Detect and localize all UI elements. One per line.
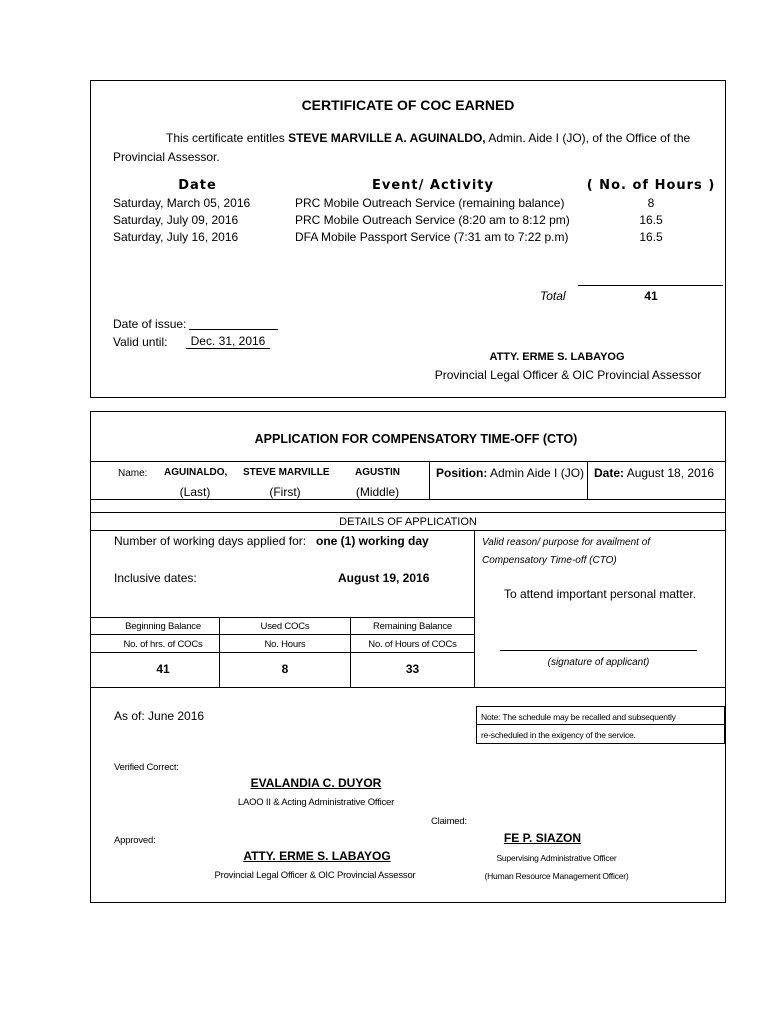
first-name-caption: (First) xyxy=(269,485,301,499)
claimant-title-2: (Human Resource Management Officer) xyxy=(484,871,629,881)
certificate-intro xyxy=(166,131,690,145)
last-name-caption: (Last) xyxy=(179,485,211,499)
position-label: Position: xyxy=(436,466,488,480)
working-days-value: one (1) working day xyxy=(316,534,429,548)
name-label: Name: xyxy=(118,468,148,479)
note-line-1: Note: The schedule may be recalled and subsequently xyxy=(481,712,676,722)
remaining-balance-header: Remaining Balance xyxy=(373,621,452,632)
total-value: 41 xyxy=(644,289,658,303)
valid-until-value xyxy=(186,335,270,349)
valid-until-label: Valid until: xyxy=(113,335,168,349)
row-event: DFA Mobile Passport Service (7:31 am to 7:22 p.m) xyxy=(295,230,569,244)
position-field xyxy=(436,466,584,480)
total-rule xyxy=(578,285,723,286)
intro-pre: This certificate entitles xyxy=(166,131,285,145)
details-header: DETAILS OF APPLICATION xyxy=(339,516,477,528)
row-date: Saturday, March 05, 2016 xyxy=(113,196,251,210)
reason-label-2: Compensatory Time-off (CTO) xyxy=(482,555,617,566)
row-event: PRC Mobile Outreach Service (remaining balance) xyxy=(295,196,565,210)
details-rule-2 xyxy=(90,512,725,513)
note-line-2: re-scheduled in the exigency of the service. xyxy=(481,730,636,740)
middle-name: AGUSTIN xyxy=(355,467,400,478)
application-title: APPLICATION FOR COMPENSATORY TIME-OFF (CTO) xyxy=(254,432,578,446)
claimant-name: FE P. SIAZON xyxy=(503,831,582,845)
name-row-divider-2 xyxy=(587,461,588,499)
row-hours: 16.5 xyxy=(639,230,663,244)
balance-mid-rule xyxy=(90,634,475,635)
signature-line xyxy=(500,650,697,651)
details-rule-3 xyxy=(90,530,725,531)
date-label: Date: xyxy=(594,466,625,480)
reason-label-1: Valid reason/ purpose for availment of xyxy=(482,537,651,548)
position-value: Admin Aide I (JO) xyxy=(490,466,585,480)
certificate-signatory-name: ATTY. ERME S. LABAYOG xyxy=(489,351,625,363)
verified-label: Verified Correct: xyxy=(114,762,179,773)
last-name: AGUINALDO, xyxy=(164,467,228,478)
inclusive-dates-value: August 19, 2016 xyxy=(338,571,430,585)
remaining-balance-value: 33 xyxy=(405,662,420,676)
details-vertical-divider xyxy=(474,530,475,687)
first-name: STEVE MARVILLE xyxy=(243,467,330,478)
approver-title: Provincial Legal Officer & OIC Provincial Assessor xyxy=(214,870,416,881)
claimed-label: Claimed: xyxy=(431,816,467,827)
certificate-title: CERTIFICATE OF COC EARNED xyxy=(301,97,515,113)
verifier-name: EVALANDIA C. DUYOR xyxy=(250,776,382,790)
column-header-event: Event/ Activity xyxy=(372,178,494,193)
approver-name: ATTY. ERME S. LABAYOG xyxy=(243,849,391,863)
row-hours: 16.5 xyxy=(639,213,663,227)
row-hours: 8 xyxy=(647,196,655,210)
date-of-issue-label: Date of issue: xyxy=(113,317,187,331)
beginning-balance-subheader: No. of hrs. of COCs xyxy=(123,639,203,650)
used-cocs-subheader: No. Hours xyxy=(264,639,306,650)
certificate-signatory-title: Provincial Legal Officer & OIC Provincial Assessor xyxy=(434,368,702,382)
used-cocs-header: Used COCs xyxy=(260,621,310,632)
approved-label: Approved: xyxy=(114,835,156,846)
balance-top-rule xyxy=(90,617,475,618)
middle-name-caption: (Middle) xyxy=(355,485,400,499)
date-of-issue-blank xyxy=(189,329,278,330)
details-bottom-rule xyxy=(90,687,725,688)
signature-caption: (signature of applicant) xyxy=(547,657,650,668)
employee-name: STEVE MARVILLE A. AGUINALDO, xyxy=(288,131,486,145)
valid-until-date: Dec. 31, 2016 xyxy=(190,334,266,348)
inclusive-dates-label: Inclusive dates: xyxy=(114,571,197,585)
beginning-balance-header: Beginning Balance xyxy=(125,621,201,632)
used-cocs-value: 8 xyxy=(281,662,289,676)
date-field xyxy=(594,466,714,480)
note-divider xyxy=(476,724,724,725)
intro-post: Admin. Aide I (JO), of the Office of the xyxy=(488,131,691,145)
date-value: August 18, 2016 xyxy=(626,466,715,480)
claimant-title-1: Supervising Administrative Officer xyxy=(496,853,617,863)
row-event: PRC Mobile Outreach Service (8:20 am to 8:12 pm) xyxy=(295,213,570,227)
row-date: Saturday, July 16, 2016 xyxy=(113,230,239,244)
name-row-divider-1 xyxy=(429,461,430,499)
as-of: As of: June 2016 xyxy=(114,709,205,723)
certificate-intro-line2: Provincial Assessor. xyxy=(113,150,220,164)
column-header-date: Date xyxy=(178,178,217,193)
verifier-title: LAOO II & Acting Administrative Officer xyxy=(237,797,395,808)
beginning-balance-value: 41 xyxy=(156,662,170,676)
name-row-top-rule xyxy=(90,461,725,462)
reason-value: To attend important personal matter. xyxy=(503,587,697,601)
details-rule-1 xyxy=(90,499,725,500)
balance-values-rule xyxy=(90,652,475,653)
row-date: Saturday, July 09, 2016 xyxy=(113,213,239,227)
remaining-balance-subheader: No. of Hours of COCs xyxy=(368,639,457,650)
column-header-hours: ( No. of Hours ) xyxy=(586,178,716,193)
total-label: Total xyxy=(540,289,566,303)
working-days-label: Number of working days applied for: xyxy=(114,534,307,548)
